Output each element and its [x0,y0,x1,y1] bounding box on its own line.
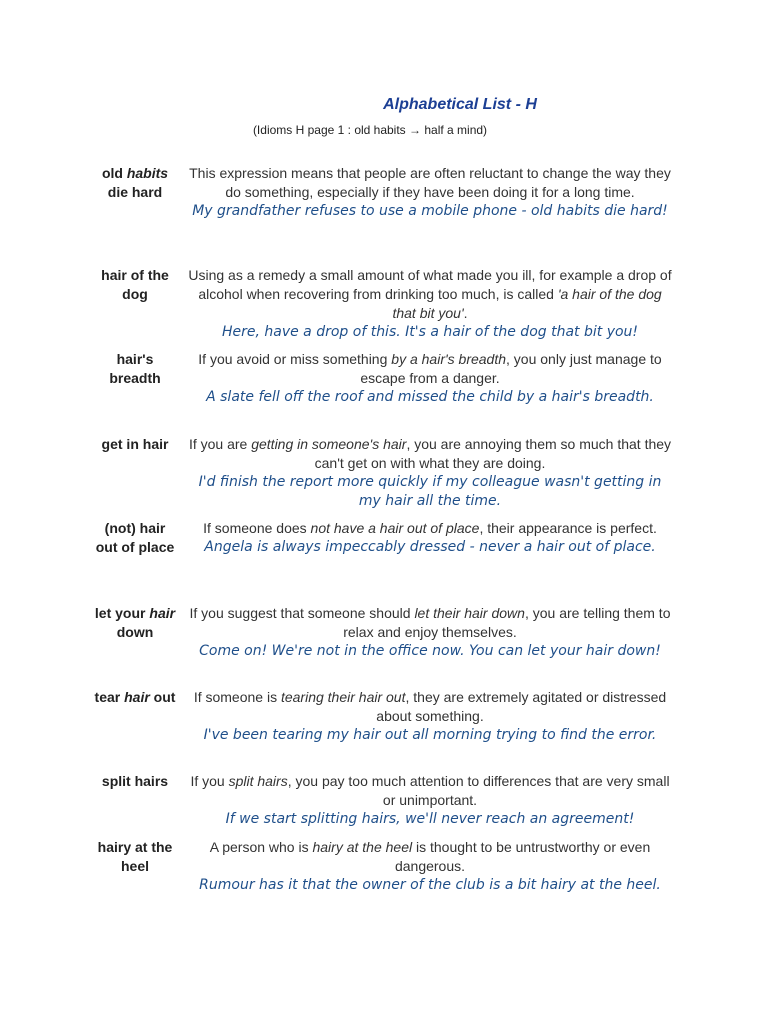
idiom-explanation [188,519,672,557]
idiom-explanation [188,772,672,829]
idiom-explanation [188,688,672,745]
idiom-term: tear hair out [94,689,176,705]
idiom-example: I'd finish the report more quickly if my colleague wasn't getting in my hair all the time. [198,474,662,509]
idiom-term: hairy at the heel [97,839,173,874]
idiom-term: hair of the dog [101,267,169,302]
idiom-definition: If someone does not have a hair out of place, their appearance is perfect. [203,520,657,536]
page-title: Alphabetical List - H [383,96,537,113]
idiom-example: If we start splitting hairs, we'll never reach an agreement! [225,811,635,827]
idiom-explanation [188,604,672,661]
idiom-term: split hairs [101,773,169,789]
idiom-term: let your hair down [94,605,176,640]
idiom-explanation [188,266,672,342]
idiom-example: Come on! We're not in the office now. You can let your hair down! [199,643,661,659]
idiom-explanation [188,164,672,221]
idiom-example: I've been tearing my hair out all morning trying to find the error. [203,727,657,743]
idiom-definition: If you suggest that someone should let their hair down, you are telling them to relax and enjoy themselves. [189,605,671,640]
idiom-example: My grandfather refuses to use a mobile phone - old habits die hard! [192,203,668,219]
idiom-definition: Using as a remedy a small amount of what made you ill, for example a drop of alcohol when recovering from drinking too much, is called 'a hair of the dog that bit you'. [188,267,672,321]
idiom-example: A slate fell off the roof and missed the child by a hair's breadth. [206,389,654,405]
idiom-term: old habits die hard [101,165,169,200]
idiom-example: Angela is always impeccably dressed - never a hair out of place. [204,539,656,555]
page-subtitle: (Idioms H page 1 : old habits → half a mind) [252,123,488,137]
idiom-definition: If someone is tearing their hair out, they are extremely agitated or distressed about something. [193,689,667,724]
idiom-term: (not) hair out of place [95,520,175,555]
idiom-definition: If you split hairs, you pay too much attention to differences that are very small or unimportant. [190,773,670,808]
idiom-definition: If you are getting in someone's hair, you are annoying them so much that they can't get on with what they are doing. [188,436,672,471]
idiom-explanation [188,838,672,895]
idiom-explanation [188,435,672,511]
idiom-example: Here, have a drop of this. It's a hair of the dog that bit you! [221,324,639,340]
idiom-example: Rumour has it that the owner of the club is a bit hairy at the heel. [199,877,661,893]
idiom-definition: A person who is hairy at the heel is thought to be untrustworthy or even dangerous. [209,839,651,874]
idiom-definition: This expression means that people are often reluctant to change the way they do something, especially if they have been doing it for a long time. [189,165,671,200]
idiom-term: hair's breadth [109,351,161,386]
idiom-definition: If you avoid or miss something by a hair's breadth, you only just manage to escape from a danger. [198,351,662,386]
idiom-term: get in hair [101,436,169,452]
idiom-explanation [188,350,672,407]
